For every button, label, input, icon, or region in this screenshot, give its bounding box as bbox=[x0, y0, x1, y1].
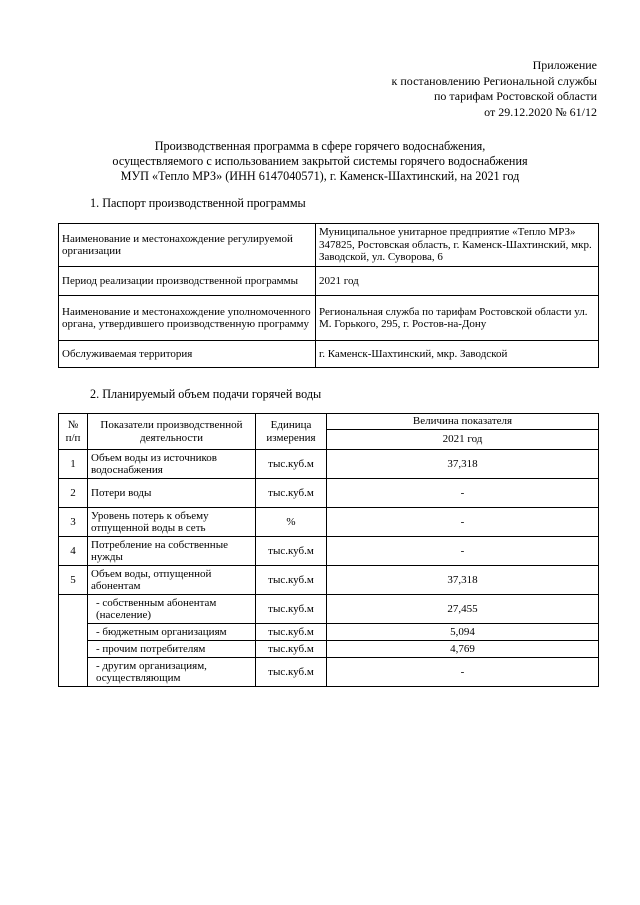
title-line: МУП «Тепло МРЗ» (ИНН 6147040571), г. Каменск-Шахтинский, на 2021 год bbox=[120, 169, 520, 183]
header-indicator: Показатели производственной деятельности bbox=[88, 414, 256, 450]
row-indicator: Уровень потерь к объему отпущенной воды в сеть bbox=[88, 508, 256, 537]
table-row bbox=[59, 479, 599, 508]
row-unit: тыс.куб.м bbox=[256, 566, 327, 595]
row-num: 1 bbox=[59, 450, 88, 479]
subrow-indicator: - другим организациям, осуществляющим bbox=[88, 658, 256, 687]
passport-value: г. Каменск-Шахтинский, мкр. Заводской bbox=[315, 341, 598, 368]
row-unit: тыс.куб.м bbox=[256, 450, 327, 479]
table-header-row bbox=[59, 414, 599, 430]
row-num: 4 bbox=[59, 537, 88, 566]
appendix-line: к постановлению Региональной службы bbox=[391, 73, 597, 88]
title-line: Производственная программа в сфере горячего водоснабжения, bbox=[154, 139, 486, 153]
table-row bbox=[59, 450, 599, 479]
subrow-unit: тыс.куб.м bbox=[256, 641, 327, 658]
table-subrow bbox=[59, 658, 599, 687]
appendix-block bbox=[392, 58, 597, 120]
row-value: - bbox=[327, 537, 599, 566]
section1-heading: 1. Паспорт производственной программы bbox=[90, 196, 306, 210]
document-title bbox=[0, 139, 640, 184]
appendix-line: Приложение bbox=[532, 58, 597, 72]
row-indicator: Объем воды из источников водоснабжения bbox=[88, 450, 256, 479]
table-row bbox=[59, 508, 599, 537]
water-supply-table bbox=[58, 413, 599, 687]
table-subrow bbox=[59, 624, 599, 641]
table-row bbox=[59, 224, 599, 267]
subrow-value: - bbox=[327, 658, 599, 687]
row-unit: тыс.куб.м bbox=[256, 479, 327, 508]
row-indicator: Объем воды, отпущенной абонентам bbox=[88, 566, 256, 595]
appendix-line: по тарифам Ростовской области bbox=[433, 89, 597, 103]
subrow-value: 4,769 bbox=[327, 641, 599, 658]
row-unit: % bbox=[256, 508, 327, 537]
row-indicator: Потребление на собственные нужды bbox=[88, 537, 256, 566]
passport-table bbox=[58, 223, 599, 368]
row-value: 37,318 bbox=[327, 566, 599, 595]
appendix-line: от 29.12.2020 № 61/12 bbox=[484, 104, 597, 119]
table-row bbox=[59, 566, 599, 595]
subrow-num-empty bbox=[59, 595, 88, 687]
header-year: 2021 год bbox=[327, 430, 599, 450]
header-unit: Единица измерения bbox=[256, 414, 327, 450]
subrow-unit: тыс.куб.м bbox=[256, 595, 327, 624]
subrow-indicator: - прочим потребителям bbox=[88, 641, 256, 658]
subrow-indicator: - бюджетным организациям bbox=[88, 624, 256, 641]
section2-heading: 2. Планируемый объем подачи горячей воды bbox=[90, 387, 322, 401]
row-num: 5 bbox=[59, 566, 88, 595]
row-value: - bbox=[327, 479, 599, 508]
subrow-value: 27,455 bbox=[327, 595, 599, 624]
table-row bbox=[59, 267, 599, 296]
header-value: Величина показателя bbox=[327, 414, 599, 430]
table-row bbox=[59, 537, 599, 566]
passport-value: Муниципальное унитарное предприятие «Тепло МРЗ» 347825, Ростовская область, г. Каменск-Шахтинский, мкр. Заводской, ул. Суворова, 6 bbox=[315, 224, 598, 267]
passport-label: Наименование и местонахождение уполномоченного органа, утвердившего производственную программу bbox=[59, 296, 316, 341]
row-value: 37,318 bbox=[327, 450, 599, 479]
row-indicator: Потери воды bbox=[88, 479, 256, 508]
table-subrow bbox=[59, 641, 599, 658]
row-num: 3 bbox=[59, 508, 88, 537]
table-row bbox=[59, 296, 599, 341]
subrow-indicator: - собственным абонентам (население) bbox=[88, 595, 256, 624]
passport-label: Обслуживаемая территория bbox=[59, 341, 316, 368]
table-row bbox=[59, 341, 599, 368]
title-line: осуществляемого с использованием закрытой системы горячего водоснабжения bbox=[112, 154, 528, 168]
passport-label: Период реализации производственной программы bbox=[59, 267, 316, 296]
row-value: - bbox=[327, 508, 599, 537]
table-subrow bbox=[59, 595, 599, 624]
row-num: 2 bbox=[59, 479, 88, 508]
subrow-unit: тыс.куб.м bbox=[256, 658, 327, 687]
passport-label: Наименование и местонахождение регулируемой организации bbox=[59, 224, 316, 267]
passport-value: Региональная служба по тарифам Ростовской области ул. М. Горького, 295, г. Ростов-на-Дону bbox=[315, 296, 598, 341]
subrow-unit: тыс.куб.м bbox=[256, 624, 327, 641]
row-unit: тыс.куб.м bbox=[256, 537, 327, 566]
passport-value: 2021 год bbox=[315, 267, 598, 296]
subrow-value: 5,094 bbox=[327, 624, 599, 641]
header-num: № п/п bbox=[59, 414, 88, 450]
